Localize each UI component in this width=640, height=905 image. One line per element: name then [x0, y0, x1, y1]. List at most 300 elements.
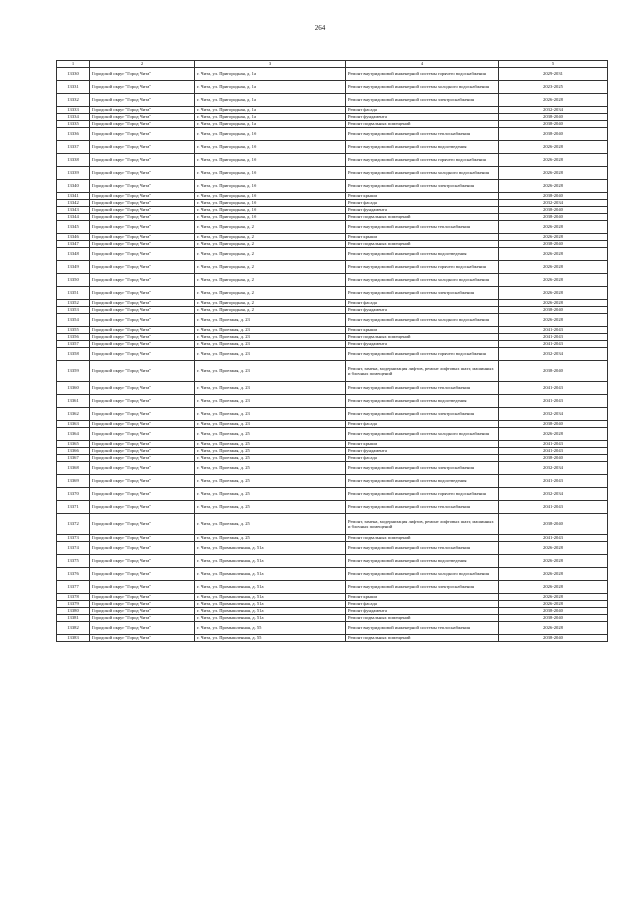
cell-work-type: Ремонт подвальных помещений — [346, 635, 499, 642]
page-number: 264 — [314, 24, 326, 32]
cell-period: 2032-2034 — [499, 200, 608, 207]
cell-row-number: 13369 — [57, 475, 90, 488]
cell-row-number: 13383 — [57, 635, 90, 642]
cell-address: г. Чита, ул. Промышленная, д. 51а — [195, 581, 346, 594]
cell-work-type: Ремонт подвальных помещений — [346, 241, 499, 248]
table-row — [57, 361, 608, 382]
table-row — [57, 307, 608, 314]
cell-period: 2041-2043 — [499, 327, 608, 334]
cell-municipality: Городской округ "Город Чита" — [90, 535, 195, 542]
cell-period: 2038-2040 — [499, 514, 608, 535]
cell-address: г. Чита, ул. Проезжая, д. 23 — [195, 421, 346, 428]
table-row — [57, 462, 608, 475]
cell-municipality: Городской округ "Город Чита" — [90, 128, 195, 141]
header-cell-4: 4 — [346, 61, 499, 68]
table-row — [57, 314, 608, 327]
cell-work-type: Ремонт внутридомовой инженерной системы водоотведения — [346, 555, 499, 568]
cell-row-number: 13374 — [57, 542, 90, 555]
cell-address: г. Чита, ул. Проезжая, д. 25 — [195, 448, 346, 455]
cell-period: 2032-2034 — [499, 107, 608, 114]
cell-municipality: Городской округ "Город Чита" — [90, 341, 195, 348]
table-row — [57, 287, 608, 300]
cell-period: 2029-2031 — [499, 68, 608, 81]
cell-municipality: Городской округ "Город Чита" — [90, 608, 195, 615]
cell-row-number: 13333 — [57, 107, 90, 114]
cell-period: 2026-2028 — [499, 568, 608, 581]
cell-address: г. Чита, ул. Проезжая, д. 25 — [195, 462, 346, 475]
cell-period: 2038-2040 — [499, 128, 608, 141]
cell-work-type: Ремонт внутридомовой инженерной системы холодного водоснабжения — [346, 274, 499, 287]
cell-municipality: Городской округ "Город Чита" — [90, 207, 195, 214]
table-row — [57, 214, 608, 221]
cell-municipality: Городской округ "Город Чита" — [90, 200, 195, 207]
table-row — [57, 154, 608, 167]
cell-period: 2023-2025 — [499, 81, 608, 94]
cell-row-number: 13361 — [57, 395, 90, 408]
cell-municipality: Городской округ "Город Чита" — [90, 94, 195, 107]
cell-row-number: 13349 — [57, 261, 90, 274]
cell-work-type: Ремонт крыши — [346, 327, 499, 334]
cell-period: 2038-2040 — [499, 121, 608, 128]
cell-work-type: Ремонт фундамента — [346, 207, 499, 214]
cell-period: 2026-2028 — [499, 622, 608, 635]
cell-address: г. Чита, ул. Пригородная, д. 2 — [195, 248, 346, 261]
table-row — [57, 421, 608, 428]
table-row — [57, 441, 608, 448]
table-row — [57, 141, 608, 154]
cell-row-number: 13373 — [57, 535, 90, 542]
cell-work-type: Ремонт внутридомовой инженерной системы холодного водоснабжения — [346, 428, 499, 441]
table-row — [57, 327, 608, 334]
header-cell-2: 2 — [90, 61, 195, 68]
cell-row-number: 13372 — [57, 514, 90, 535]
cell-address: г. Чита, ул. Пригородная, д. 1а — [195, 107, 346, 114]
cell-municipality: Городской округ "Город Чита" — [90, 382, 195, 395]
cell-address: г. Чита, ул. Промышленная, д. 51а — [195, 555, 346, 568]
cell-work-type: Ремонт крыши — [346, 594, 499, 601]
cell-municipality: Городской округ "Город Чита" — [90, 327, 195, 334]
cell-period: 2026-2028 — [499, 154, 608, 167]
cell-municipality: Городской округ "Город Чита" — [90, 300, 195, 307]
cell-period: 2026-2028 — [499, 287, 608, 300]
cell-municipality: Городской округ "Город Чита" — [90, 488, 195, 501]
cell-work-type: Ремонт внутридомовой инженерной системы холодного водоснабжения — [346, 167, 499, 180]
cell-row-number: 13376 — [57, 568, 90, 581]
cell-address: г. Чита, ул. Проезжая, д. 25 — [195, 475, 346, 488]
cell-work-type: Ремонт внутридомовой инженерной системы теплоснабжения — [346, 128, 499, 141]
cell-row-number: 13343 — [57, 207, 90, 214]
table-row — [57, 622, 608, 635]
cell-work-type: Ремонт внутридомовой инженерной системы горячего водоснабжения — [346, 348, 499, 361]
table-row — [57, 68, 608, 81]
cell-row-number: 13341 — [57, 193, 90, 200]
cell-period: 2032-2034 — [499, 348, 608, 361]
cell-work-type: Ремонт фасада — [346, 300, 499, 307]
table-row — [57, 261, 608, 274]
cell-address: г. Чита, ул. Пригородная, д. 1а — [195, 94, 346, 107]
cell-municipality: Городской округ "Город Чита" — [90, 274, 195, 287]
cell-period: 2026-2028 — [499, 248, 608, 261]
cell-work-type: Ремонт внутридомовой инженерной системы электроснабжения — [346, 408, 499, 421]
cell-address: г. Чита, ул. Промышленная, д. 51а — [195, 594, 346, 601]
cell-municipality: Городской округ "Город Чита" — [90, 501, 195, 514]
cell-row-number: 13363 — [57, 421, 90, 428]
cell-row-number: 13362 — [57, 408, 90, 421]
cell-period: 2026-2028 — [499, 141, 608, 154]
cell-row-number: 13330 — [57, 68, 90, 81]
cell-period: 2041-2043 — [499, 341, 608, 348]
cell-period: 2026-2028 — [499, 274, 608, 287]
table-row — [57, 207, 608, 214]
cell-municipality: Городской округ "Город Чита" — [90, 448, 195, 455]
cell-municipality: Городской округ "Город Чита" — [90, 141, 195, 154]
cell-period: 2032-2034 — [499, 488, 608, 501]
cell-period: 2038-2040 — [499, 193, 608, 200]
cell-address: г. Чита, ул. Пригородная, д. 2 — [195, 307, 346, 314]
cell-period: 2038-2040 — [499, 455, 608, 462]
cell-period: 2038-2040 — [499, 241, 608, 248]
cell-address: г. Чита, ул. Промышленная, д. 51а — [195, 542, 346, 555]
cell-work-type: Ремонт фасада — [346, 455, 499, 462]
cell-row-number: 13338 — [57, 154, 90, 167]
cell-municipality: Городской округ "Город Чита" — [90, 334, 195, 341]
cell-municipality: Городской округ "Город Чита" — [90, 241, 195, 248]
cell-address: г. Чита, ул. Пригородная, д. 1б — [195, 207, 346, 214]
cell-address: г. Чита, ул. Проезжая, д. 25 — [195, 441, 346, 448]
cell-address: г. Чита, ул. Пригородная, д. 2 — [195, 287, 346, 300]
cell-work-type: Ремонт внутридомовой инженерной системы электроснабжения — [346, 180, 499, 193]
cell-period: 2026-2028 — [499, 221, 608, 234]
table-row — [57, 542, 608, 555]
cell-work-type: Ремонт внутридомовой инженерной системы электроснабжения — [346, 462, 499, 475]
table-row — [57, 234, 608, 241]
cell-work-type: Ремонт фундамента — [346, 608, 499, 615]
table-row — [57, 555, 608, 568]
cell-municipality: Городской округ "Город Чита" — [90, 601, 195, 608]
cell-municipality: Городской округ "Город Чита" — [90, 395, 195, 408]
cell-address: г. Чита, ул. Пригородная, д. 1б — [195, 214, 346, 221]
table-row — [57, 300, 608, 307]
header-cell-3: 3 — [195, 61, 346, 68]
cell-municipality: Городской округ "Город Чита" — [90, 214, 195, 221]
cell-period: 2041-2043 — [499, 475, 608, 488]
table-body — [57, 68, 608, 642]
cell-row-number: 13371 — [57, 501, 90, 514]
cell-address: г. Чита, ул. Промышленная, д. 51а — [195, 608, 346, 615]
cell-municipality: Городской округ "Город Чита" — [90, 221, 195, 234]
cell-work-type: Ремонт подвальных помещений — [346, 535, 499, 542]
cell-address: г. Чита, ул. Промышленная, д. 51а — [195, 568, 346, 581]
cell-row-number: 13345 — [57, 221, 90, 234]
cell-period: 2038-2040 — [499, 307, 608, 314]
cell-row-number: 13378 — [57, 594, 90, 601]
table-row — [57, 341, 608, 348]
cell-row-number: 13375 — [57, 555, 90, 568]
cell-municipality: Городской округ "Город Чита" — [90, 68, 195, 81]
table-row — [57, 274, 608, 287]
cell-work-type: Ремонт фундамента — [346, 307, 499, 314]
cell-row-number: 13332 — [57, 94, 90, 107]
cell-row-number: 13380 — [57, 608, 90, 615]
cell-address: г. Чита, ул. Пригородная, д. 1б — [195, 180, 346, 193]
cell-address: г. Чита, ул. Пригородная, д. 2 — [195, 241, 346, 248]
cell-row-number: 13360 — [57, 382, 90, 395]
cell-work-type: Ремонт внутридомовой инженерной системы холодного водоснабжения — [346, 314, 499, 327]
cell-municipality: Городской округ "Город Чита" — [90, 114, 195, 121]
cell-row-number: 13337 — [57, 141, 90, 154]
cell-address: г. Чита, ул. Проезжая, д. 23 — [195, 341, 346, 348]
cell-address: г. Чита, ул. Проезжая, д. 23 — [195, 382, 346, 395]
cell-period: 2026-2028 — [499, 581, 608, 594]
cell-address: г. Чита, ул. Проезжая, д. 25 — [195, 428, 346, 441]
cell-work-type: Ремонт фундамента — [346, 341, 499, 348]
cell-row-number: 13348 — [57, 248, 90, 261]
cell-work-type: Ремонт внутридомовой инженерной системы теплоснабжения — [346, 221, 499, 234]
cell-row-number: 13340 — [57, 180, 90, 193]
cell-period: 2038-2040 — [499, 114, 608, 121]
cell-period: 2026-2028 — [499, 234, 608, 241]
table-row — [57, 128, 608, 141]
cell-row-number: 13370 — [57, 488, 90, 501]
cell-address: г. Чита, ул. Пригородная, д. 1б — [195, 141, 346, 154]
table-row — [57, 180, 608, 193]
cell-row-number: 13356 — [57, 334, 90, 341]
cell-work-type: Ремонт крыши — [346, 441, 499, 448]
cell-work-type: Ремонт внутридомовой инженерной системы электроснабжения — [346, 287, 499, 300]
cell-work-type: Ремонт внутридомовой инженерной системы горячего водоснабжения — [346, 488, 499, 501]
table-row — [57, 395, 608, 408]
cell-address: г. Чита, ул. Проезжая, д. 25 — [195, 501, 346, 514]
cell-work-type: Ремонт внутридомовой инженерной системы горячего водоснабжения — [346, 154, 499, 167]
cell-period: 2026-2028 — [499, 594, 608, 601]
cell-work-type: Ремонт крыши — [346, 234, 499, 241]
cell-work-type: Ремонт подвальных помещений — [346, 214, 499, 221]
cell-address: г. Чита, ул. Пригородная, д. 1а — [195, 81, 346, 94]
cell-row-number: 13353 — [57, 307, 90, 314]
cell-work-type: Ремонт подвальных помещений — [346, 121, 499, 128]
cell-work-type: Ремонт внутридомовой инженерной системы горячего водоснабжения — [346, 68, 499, 81]
cell-municipality: Городской округ "Город Чита" — [90, 314, 195, 327]
table-row — [57, 193, 608, 200]
cell-municipality: Городской округ "Город Чита" — [90, 193, 195, 200]
cell-period: 2041-2043 — [499, 535, 608, 542]
cell-row-number: 13351 — [57, 287, 90, 300]
cell-municipality: Городской округ "Город Чита" — [90, 107, 195, 114]
cell-municipality: Городской округ "Город Чита" — [90, 462, 195, 475]
cell-period: 2038-2040 — [499, 214, 608, 221]
cell-work-type: Ремонт внутридомовой инженерной системы водоотведения — [346, 141, 499, 154]
cell-period: 2032-2034 — [499, 408, 608, 421]
cell-work-type: Ремонт внутридомовой инженерной системы водоотведения — [346, 248, 499, 261]
cell-municipality: Городской округ "Город Чита" — [90, 167, 195, 180]
cell-work-type: Ремонт фасада — [346, 200, 499, 207]
table-row — [57, 408, 608, 421]
works-table — [56, 60, 608, 642]
table-row — [57, 594, 608, 601]
cell-row-number: 13364 — [57, 428, 90, 441]
cell-address: г. Чита, ул. Пригородная, д. 2 — [195, 300, 346, 307]
table-row — [57, 348, 608, 361]
table-row — [57, 601, 608, 608]
table-row — [57, 488, 608, 501]
table-row — [57, 455, 608, 462]
table-row — [57, 81, 608, 94]
table-row — [57, 475, 608, 488]
cell-work-type: Ремонт фасада — [346, 601, 499, 608]
cell-municipality: Городской округ "Город Чита" — [90, 154, 195, 167]
table-row — [57, 167, 608, 180]
cell-address: г. Чита, ул. Промышленная, д. 51а — [195, 615, 346, 622]
cell-address: г. Чита, ул. Проезжая, д. 23 — [195, 361, 346, 382]
cell-work-type: Ремонт фундамента — [346, 448, 499, 455]
table-row — [57, 608, 608, 615]
cell-address: г. Чита, ул. Проезжая, д. 23 — [195, 395, 346, 408]
cell-municipality: Городской округ "Город Чита" — [90, 261, 195, 274]
table-row — [57, 428, 608, 441]
cell-period: 2026-2028 — [499, 428, 608, 441]
cell-row-number: 13335 — [57, 121, 90, 128]
cell-work-type: Ремонт внутридомовой инженерной системы водоотведения — [346, 475, 499, 488]
cell-municipality: Городской округ "Город Чита" — [90, 622, 195, 635]
cell-row-number: 13382 — [57, 622, 90, 635]
table-row — [57, 200, 608, 207]
table-header-row — [57, 61, 608, 68]
cell-municipality: Городской округ "Город Чита" — [90, 121, 195, 128]
table-row — [57, 334, 608, 341]
cell-municipality: Городской округ "Город Чита" — [90, 441, 195, 448]
cell-municipality: Городской округ "Город Чита" — [90, 455, 195, 462]
table-row — [57, 114, 608, 121]
cell-address: г. Чита, ул. Промышленная, д. 55 — [195, 635, 346, 642]
cell-work-type: Ремонт подвальных помещений — [346, 334, 499, 341]
cell-row-number: 13367 — [57, 455, 90, 462]
cell-municipality: Городской округ "Город Чита" — [90, 581, 195, 594]
cell-municipality: Городской округ "Город Чита" — [90, 234, 195, 241]
cell-address: г. Чита, ул. Пригородная, д. 1б — [195, 128, 346, 141]
cell-work-type: Ремонт, замена, модернизация лифтов, ремонт лифтовых шахт, машинных и блочных помещений — [346, 514, 499, 535]
cell-address: г. Чита, ул. Пригородная, д. 1а — [195, 68, 346, 81]
table-row — [57, 448, 608, 455]
cell-address: г. Чита, ул. Пригородная, д. 1а — [195, 114, 346, 121]
cell-row-number: 13342 — [57, 200, 90, 207]
cell-period: 2026-2028 — [499, 180, 608, 193]
cell-period: 2026-2028 — [499, 167, 608, 180]
table-row — [57, 535, 608, 542]
cell-municipality: Городской округ "Город Чита" — [90, 615, 195, 622]
cell-period: 2041-2043 — [499, 448, 608, 455]
cell-municipality: Городской округ "Город Чита" — [90, 542, 195, 555]
cell-address: г. Чита, ул. Пригородная, д. 1б — [195, 200, 346, 207]
cell-address: г. Чита, ул. Проезжая, д. 25 — [195, 455, 346, 462]
cell-municipality: Городской округ "Город Чита" — [90, 475, 195, 488]
cell-period: 2041-2043 — [499, 441, 608, 448]
cell-municipality: Городской округ "Город Чита" — [90, 81, 195, 94]
cell-period: 2038-2040 — [499, 421, 608, 428]
cell-period: 2041-2043 — [499, 334, 608, 341]
cell-municipality: Городской округ "Город Чита" — [90, 421, 195, 428]
cell-period: 2026-2028 — [499, 94, 608, 107]
cell-municipality: Городской округ "Город Чита" — [90, 307, 195, 314]
table-row — [57, 568, 608, 581]
cell-work-type: Ремонт внутридомовой инженерной системы электроснабжения — [346, 94, 499, 107]
table-row — [57, 615, 608, 622]
cell-period: 2041-2043 — [499, 501, 608, 514]
cell-row-number: 13359 — [57, 361, 90, 382]
cell-period: 2032-2034 — [499, 462, 608, 475]
cell-period: 2026-2028 — [499, 601, 608, 608]
cell-period: 2026-2028 — [499, 314, 608, 327]
cell-row-number: 13344 — [57, 214, 90, 221]
cell-row-number: 13358 — [57, 348, 90, 361]
cell-municipality: Городской округ "Город Чита" — [90, 635, 195, 642]
cell-period: 2038-2040 — [499, 608, 608, 615]
cell-municipality: Городской округ "Город Чита" — [90, 348, 195, 361]
cell-row-number: 13357 — [57, 341, 90, 348]
cell-work-type: Ремонт фасада — [346, 107, 499, 114]
cell-period: 2038-2040 — [499, 207, 608, 214]
table-row — [57, 248, 608, 261]
cell-period: 2041-2043 — [499, 382, 608, 395]
table-row — [57, 94, 608, 107]
cell-address: г. Чита, ул. Проезжая, д. 25 — [195, 514, 346, 535]
cell-address: г. Чита, ул. Проезжая, д. 25 — [195, 535, 346, 542]
cell-address: г. Чита, ул. Пригородная, д. 2 — [195, 221, 346, 234]
header-cell-5: 5 — [499, 61, 608, 68]
cell-row-number: 13350 — [57, 274, 90, 287]
cell-row-number: 13377 — [57, 581, 90, 594]
table-row — [57, 221, 608, 234]
cell-work-type: Ремонт внутридомовой инженерной системы теплоснабжения — [346, 501, 499, 514]
cell-work-type: Ремонт, замена, модернизация лифтов, ремонт лифтовых шахт, машинных и блочных помещений — [346, 361, 499, 382]
cell-municipality: Городской округ "Город Чита" — [90, 555, 195, 568]
cell-row-number: 13368 — [57, 462, 90, 475]
cell-work-type: Ремонт внутридомовой инженерной системы горячего водоснабжения — [346, 261, 499, 274]
cell-period: 2026-2028 — [499, 261, 608, 274]
cell-work-type: Ремонт фундамента — [346, 114, 499, 121]
table-row — [57, 501, 608, 514]
cell-period: 2041-2043 — [499, 395, 608, 408]
cell-municipality: Городской округ "Город Чита" — [90, 361, 195, 382]
cell-address: г. Чита, ул. Проезжая, д. 23 — [195, 334, 346, 341]
cell-address: г. Чита, ул. Пригородная, д. 1б — [195, 154, 346, 167]
cell-address: г. Чита, ул. Проезжая, д. 25 — [195, 488, 346, 501]
cell-address: г. Чита, ул. Промышленная, д. 51а — [195, 601, 346, 608]
cell-work-type: Ремонт внутридомовой инженерной системы холодного водоснабжения — [346, 568, 499, 581]
cell-address: г. Чита, ул. Пригородная, д. 2 — [195, 234, 346, 241]
cell-work-type: Ремонт фасада — [346, 421, 499, 428]
cell-municipality: Городской округ "Город Чита" — [90, 287, 195, 300]
cell-row-number: 13336 — [57, 128, 90, 141]
cell-municipality: Городской округ "Город Чита" — [90, 180, 195, 193]
cell-row-number: 13379 — [57, 601, 90, 608]
cell-row-number: 13339 — [57, 167, 90, 180]
table-row — [57, 382, 608, 395]
cell-work-type: Ремонт внутридомовой инженерной системы теплоснабжения — [346, 622, 499, 635]
cell-municipality: Городской округ "Город Чита" — [90, 514, 195, 535]
cell-row-number: 13346 — [57, 234, 90, 241]
cell-period: 2026-2028 — [499, 542, 608, 555]
cell-row-number: 13347 — [57, 241, 90, 248]
cell-work-type: Ремонт крыши — [346, 193, 499, 200]
table-row — [57, 241, 608, 248]
cell-row-number: 13366 — [57, 448, 90, 455]
header-cell-1: 1 — [57, 61, 90, 68]
cell-work-type: Ремонт внутридомовой инженерной системы электроснабжения — [346, 581, 499, 594]
table-row — [57, 581, 608, 594]
cell-address: г. Чита, ул. Пригородная, д. 1б — [195, 167, 346, 180]
cell-address: г. Чита, ул. Пригородная, д. 1б — [195, 193, 346, 200]
table-row — [57, 121, 608, 128]
